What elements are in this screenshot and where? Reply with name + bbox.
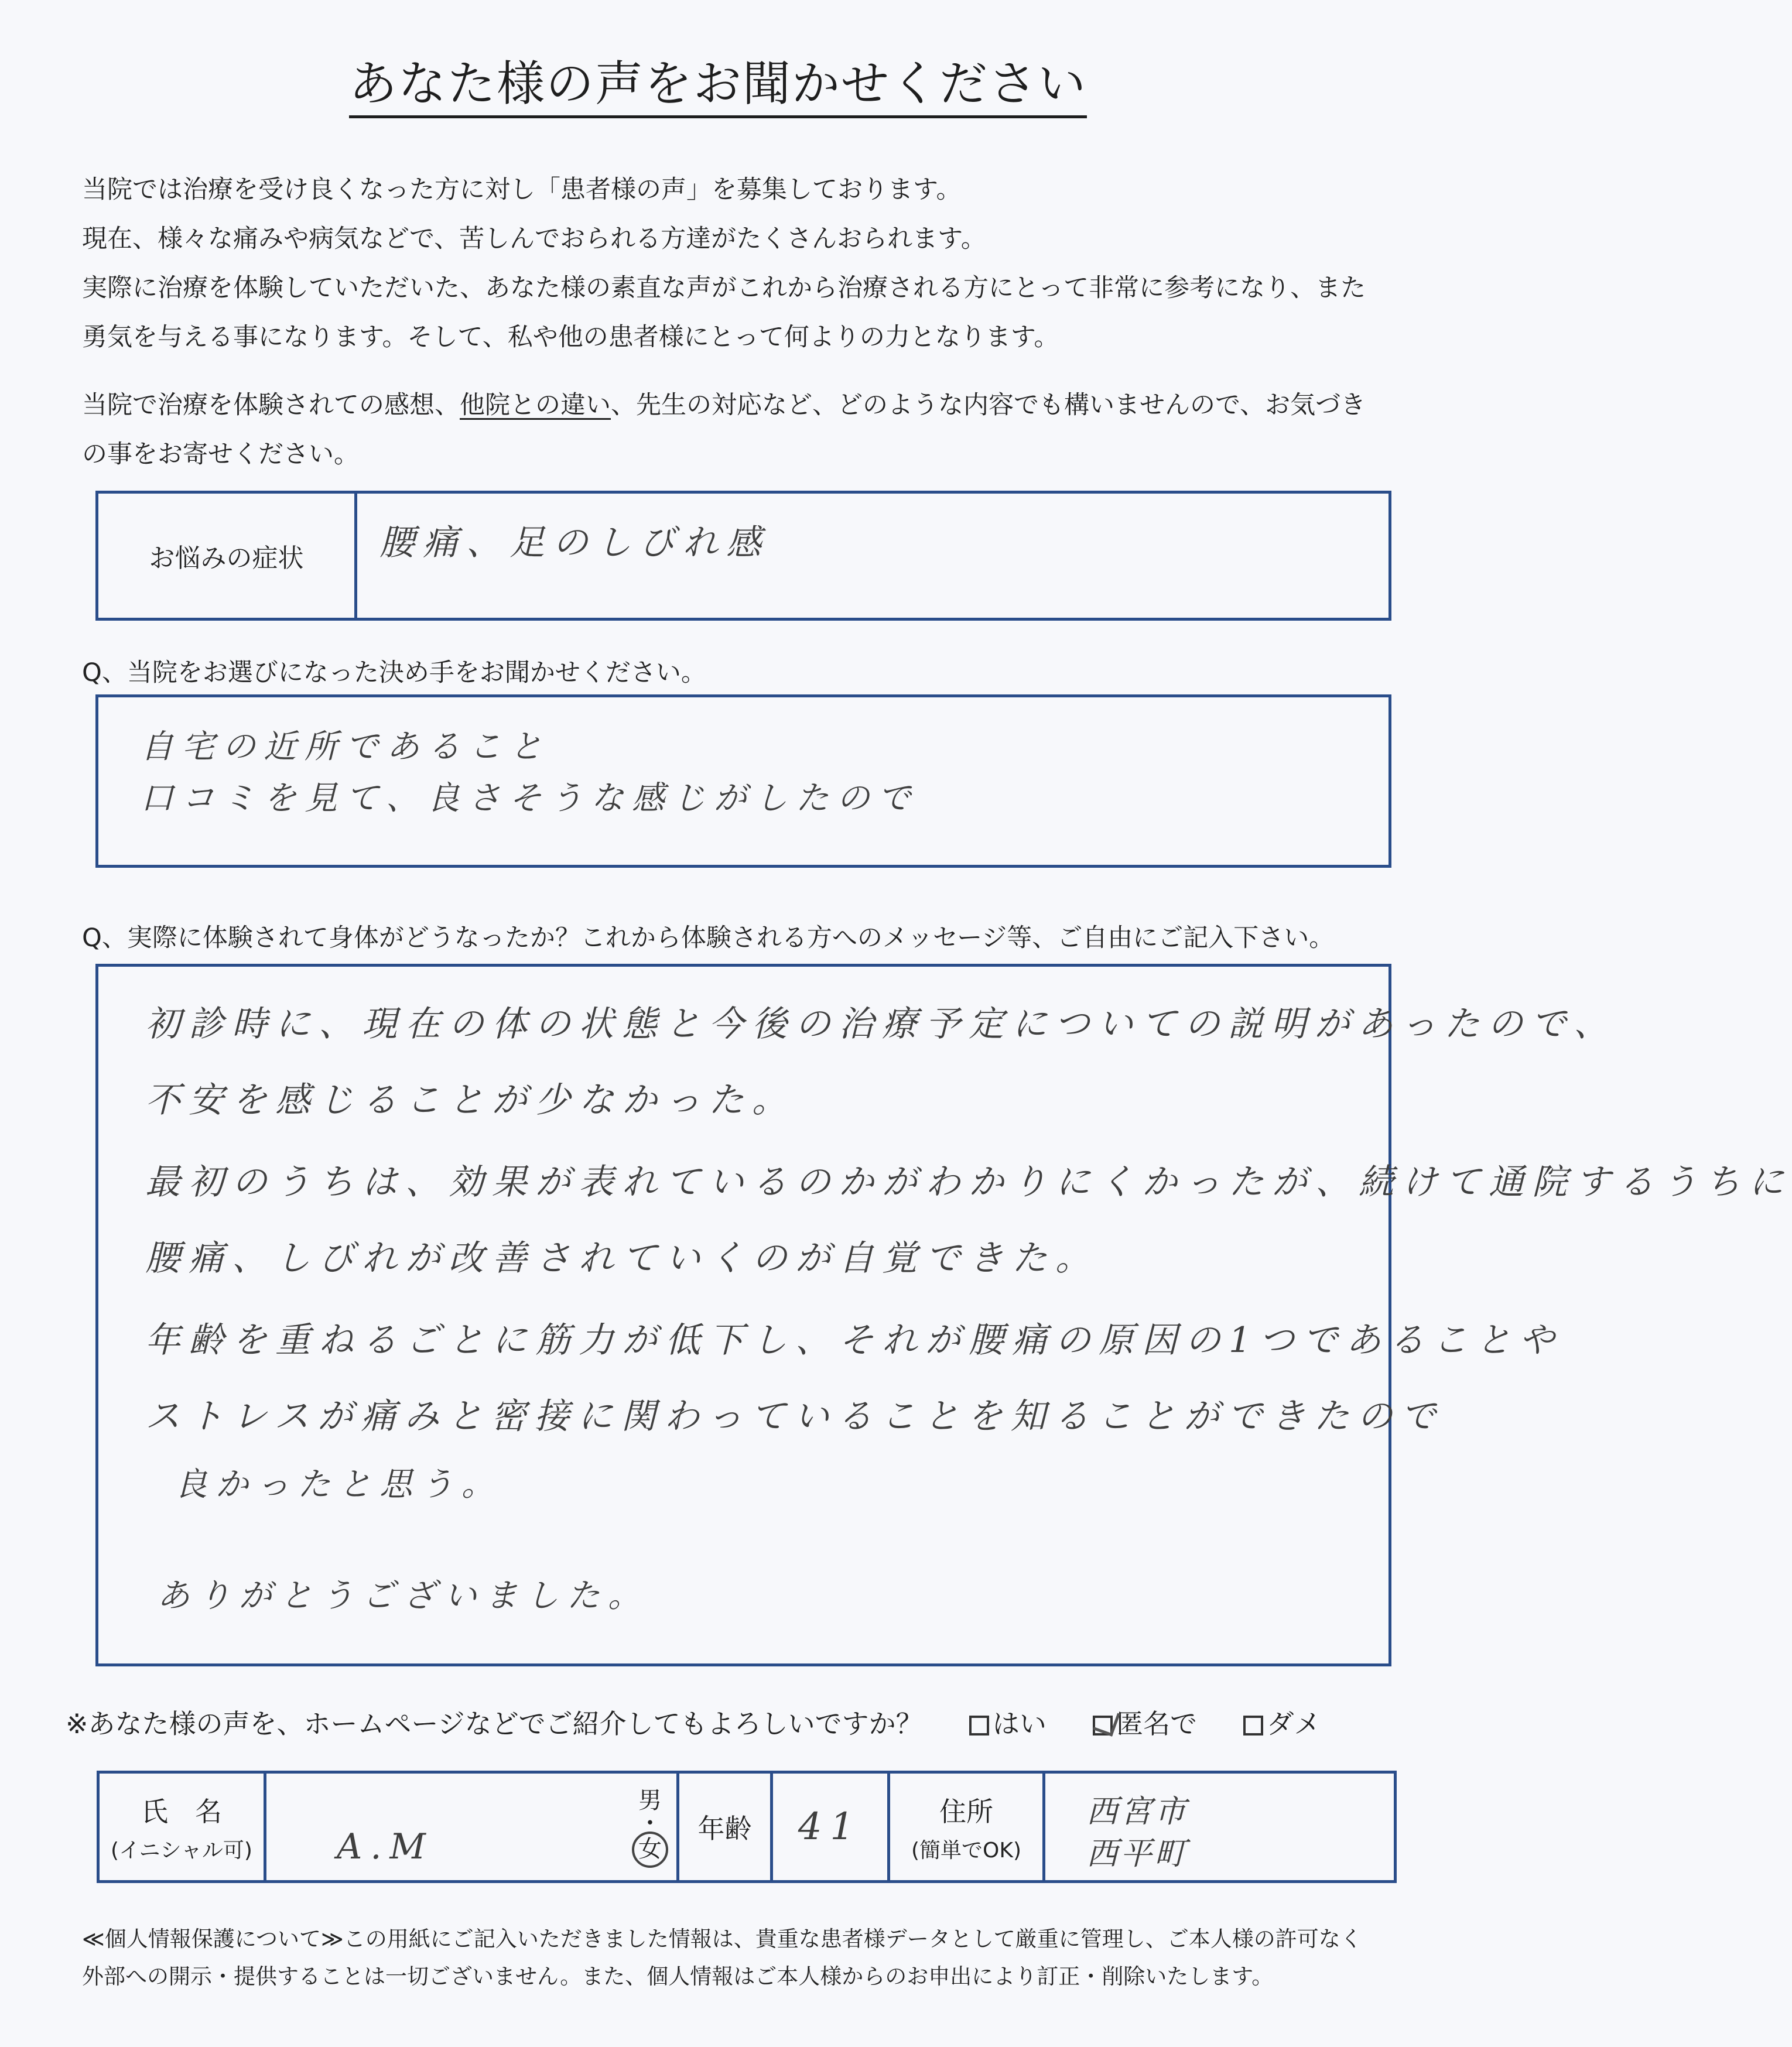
checkbox-icon[interactable]: [1243, 1716, 1263, 1736]
question-1: Q、当院をお選びになった決め手をお聞かせください。: [82, 658, 706, 687]
symptoms-label-cell: [98, 494, 357, 618]
answer-1-box[interactable]: [95, 694, 1391, 868]
symptoms-answer[interactable]: 腰痛、足のしびれ感: [379, 522, 770, 563]
address-label: 住所: [939, 1795, 993, 1827]
name-label-cell: [100, 1774, 266, 1880]
consent-row: [66, 1703, 1321, 1741]
age-label: 年齢: [697, 1813, 752, 1844]
address-line: 西平町: [1086, 1835, 1188, 1872]
gender-separator: ・: [638, 1810, 662, 1837]
info-table: [97, 1771, 1397, 1883]
checkbox-icon[interactable]: [969, 1716, 989, 1736]
checked-checkbox-icon[interactable]: [1093, 1716, 1113, 1736]
consent-option-label: 匿名で: [1116, 1708, 1198, 1740]
consent-question: ※あなた様の声を、ホームページなどでご紹介してもよろしいですか？: [66, 1708, 923, 1740]
intro-line: 当院では治療を受け良くなった方に対し「患者様の声」を募集しております。: [82, 175, 962, 204]
request-text: 、先生の対応など、どのような内容でも構いませんので、お気づき: [611, 391, 1366, 420]
address-sublabel: (簡単でOK): [911, 1838, 1022, 1863]
answer-2-line: 不安を感じることが少なかった。: [145, 1080, 795, 1121]
symptoms-box: [95, 491, 1391, 621]
address-value-cell[interactable]: [1045, 1774, 1394, 1880]
answer-2-line: ありがとうございました。: [157, 1577, 649, 1615]
name-value: A.M: [337, 1826, 434, 1867]
answer-2-line: 初診時に、現在の体の状態と今後の治療予定についての説明があったので、: [145, 1004, 1617, 1045]
age-value: 41: [798, 1805, 863, 1849]
underlined-phrase: 他院との違い: [460, 391, 611, 420]
symptoms-label: お悩みの症状: [149, 543, 304, 573]
consent-option-anonymous[interactable]: [1093, 1708, 1197, 1740]
address-line: 西宮市: [1086, 1793, 1188, 1830]
request-paragraph: [82, 381, 1388, 479]
privacy-line: ≪個人情報保護について≫この用紙にご記入いただきました情報は、貴重な患者様データとして厳重に管理し、ご本人様の許可なく: [82, 1926, 1362, 1952]
request-line: [82, 381, 1388, 430]
name-label: 氏 名: [141, 1795, 222, 1827]
answer-2-line: 年齢を重ねるごとに筋力が低下し、それが腰痛の原因の1つであることや: [145, 1320, 1563, 1361]
age-label-cell: [679, 1774, 773, 1880]
request-line: の事をお寄せください。: [82, 440, 359, 469]
gender-male[interactable]: 男: [638, 1787, 662, 1814]
answer-2-line: 腰痛、しびれが改善されていくのが自覚できた。: [145, 1238, 1099, 1279]
consent-option-label: ダメ: [1267, 1708, 1321, 1740]
gender-female-circled[interactable]: 女: [632, 1832, 668, 1868]
name-sublabel: (イニシャル可): [111, 1838, 252, 1863]
consent-option-label: はい: [992, 1708, 1047, 1740]
intro-line: 勇気を与える事になります。そして、私や他の患者様にとって何よりの力となります。: [82, 323, 1059, 352]
gender-selector[interactable]: [630, 1782, 671, 1868]
privacy-note: [82, 1921, 1362, 1995]
intro-paragraph: [82, 165, 1388, 362]
address-label-cell: [890, 1774, 1045, 1880]
intro-line: 現在、様々な痛みや病気などで、苦しんでおられる方達がたくさんおられます。: [82, 224, 986, 254]
consent-option-no[interactable]: [1243, 1708, 1321, 1740]
answer-1-line: 自宅の近所であること: [141, 728, 550, 766]
answer-2-line: 良かったと思う。: [175, 1466, 502, 1504]
question-2: Q、実際に体験されて身体がどうなったか？これから体験される方へのメッセージ等、ご自由にご記入下さい。: [82, 923, 1335, 953]
answer-2-line: ストレスが痛みと密接に関わっていることを知ることができたので: [145, 1396, 1444, 1437]
answer-2-line: 最初のうちは、効果が表れているのかがわかりにくかったが、続けて通院するうちに: [145, 1162, 1792, 1203]
name-value-cell[interactable]: [266, 1774, 679, 1880]
answer-1-line: 口コミを見て、良さそうな感じがしたので: [141, 779, 919, 817]
intro-line: 実際に治療を体験していただいた、あなた様の素直な声がこれから治療される方にとって非常に参考になり、また: [82, 273, 1366, 303]
answer-2-box[interactable]: [95, 964, 1792, 1666]
request-text: 当院で治療を体験されての感想、: [82, 391, 460, 420]
privacy-line: 外部への開示・提供することは一切ございません。また、個人情報はご本人様からのお申出により訂正・削除いたします。: [82, 1964, 1274, 1989]
consent-option-yes[interactable]: [969, 1708, 1047, 1740]
page-title-text: あなた様の声をお聞かせください: [349, 56, 1087, 118]
age-value-cell[interactable]: [773, 1774, 890, 1880]
page-title: [0, 46, 1436, 114]
